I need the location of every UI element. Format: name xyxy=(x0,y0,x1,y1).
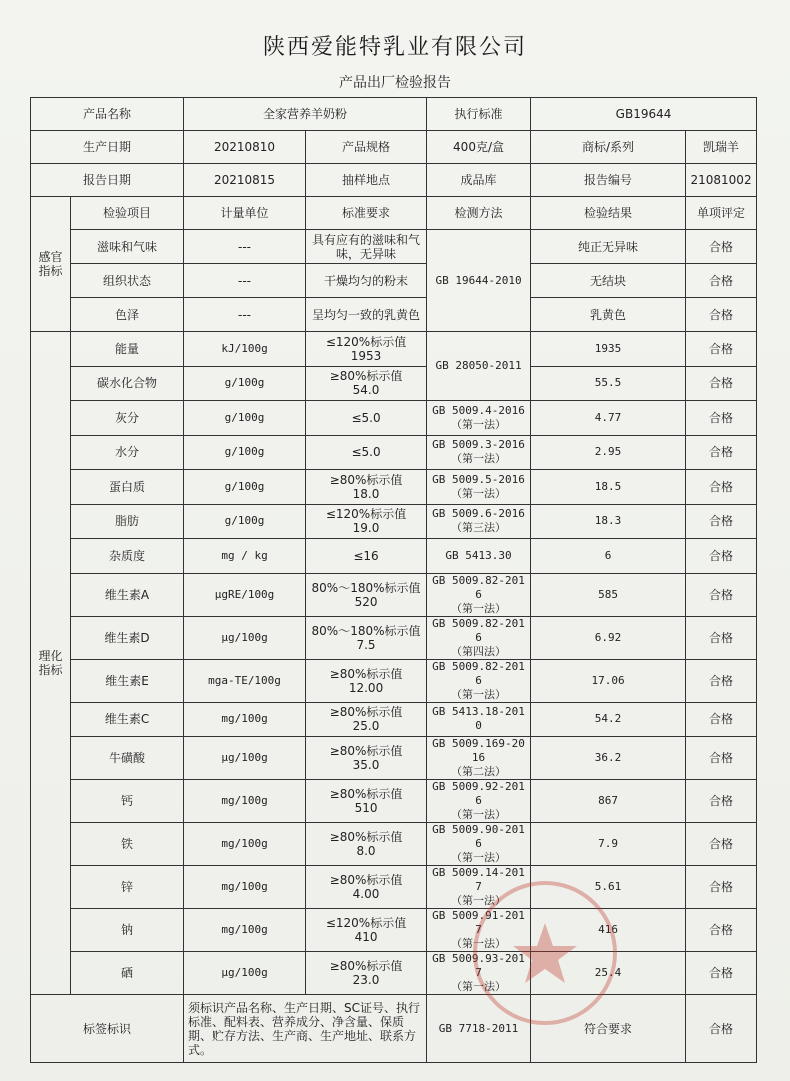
physchem-unit: mga-TE/100g xyxy=(184,659,306,702)
physchem-method xyxy=(427,616,531,659)
physchem-verdict: 合格 xyxy=(686,573,757,616)
physchem-requirement-line: 25.0 xyxy=(352,719,380,734)
physchem-requirement-line: ≥80%标示值 xyxy=(329,830,403,844)
sensory-verdict: 合格 xyxy=(686,230,757,264)
physchem-method-line: GB 5009.169-2016 xyxy=(432,737,525,764)
physchem-result: 54.2 xyxy=(531,702,686,737)
physchem-requirement-line: ≤5.0 xyxy=(351,410,381,425)
physchem-method xyxy=(427,470,531,505)
col-item: 检验项目 xyxy=(71,197,184,230)
col-result: 检验结果 xyxy=(531,197,686,230)
physchem-requirement-line: ≥80%标示值 xyxy=(329,369,403,384)
col-unit: 计量单位 xyxy=(184,197,306,230)
physchem-unit: mg/100g xyxy=(184,866,306,909)
physchem-requirement-line: ≤120%标示值 xyxy=(325,507,407,522)
sensory-unit: --- xyxy=(184,230,306,264)
physchem-result: 585 xyxy=(531,573,686,616)
physchem-unit: g/100g xyxy=(184,470,306,505)
physchem-method xyxy=(427,702,531,737)
label-row xyxy=(31,995,757,1063)
physchem-method xyxy=(427,952,531,995)
physchem-requirement xyxy=(306,737,427,780)
physchem-requirement-line: ≥80%标示值 xyxy=(329,873,403,887)
physchem-requirement xyxy=(306,823,427,866)
physchem-method xyxy=(427,435,531,470)
physchem-method-line: （第二法） xyxy=(451,765,507,778)
physchem-requirement xyxy=(306,702,427,737)
physchem-requirement xyxy=(306,952,427,995)
physchem-unit: g/100g xyxy=(184,366,306,401)
physchem-unit: μg/100g xyxy=(184,952,306,995)
physchem-verdict: 合格 xyxy=(686,780,757,823)
physchem-result: 5.61 xyxy=(531,866,686,909)
company-name: 陕西爱能特乳业有限公司 xyxy=(262,35,527,60)
physchem-method: GB 28050-2011 xyxy=(427,332,531,401)
physchem-result: 17.06 xyxy=(531,659,686,702)
physchem-unit: mg / kg xyxy=(184,539,306,574)
physchem-method-line: GB 5413.18-2010 xyxy=(432,705,525,733)
physchem-row xyxy=(31,573,757,616)
physchem-verdict: 合格 xyxy=(686,616,757,659)
production-date-value: 20210810 xyxy=(184,131,306,164)
report-no-value: 21081002 xyxy=(686,164,757,197)
physchem-result: 18.3 xyxy=(531,504,686,539)
brand-value: 凯瑞羊 xyxy=(686,131,757,164)
physchem-verdict: 合格 xyxy=(686,366,757,401)
physchem-group-label: 理化指标 xyxy=(31,332,71,995)
physchem-requirement-line: ≥80%标示值 xyxy=(329,959,403,973)
physchem-method-line: GB 5009.90-2016 xyxy=(432,823,525,850)
label-result: 符合要求 xyxy=(531,995,686,1063)
physchem-row xyxy=(31,952,757,995)
physchem-method-line: GB 5009.93-2017 xyxy=(432,952,525,979)
physchem-method-line: （第一法） xyxy=(451,601,507,615)
physchem-requirement-line: ≥80%标示值 xyxy=(329,787,403,801)
physchem-row xyxy=(31,823,757,866)
physchem-method-line: GB 5009.6-2016 xyxy=(432,507,525,521)
physchem-method xyxy=(427,659,531,702)
physchem-unit: μg/100g xyxy=(184,616,306,659)
physchem-requirement-line: ≥80%标示值 xyxy=(329,666,403,681)
physchem-row xyxy=(31,866,757,909)
physchem-verdict: 合格 xyxy=(686,435,757,470)
physchem-requirement-line: 1953 xyxy=(350,348,382,363)
label-method: GB 7718-2011 xyxy=(427,995,531,1063)
physchem-verdict: 合格 xyxy=(686,504,757,539)
physchem-method-line: （第一法） xyxy=(451,980,507,993)
physchem-verdict: 合格 xyxy=(686,470,757,505)
physchem-requirement-line: 4.00 xyxy=(352,887,380,901)
physchem-requirement-line: 80%～180%标示值 xyxy=(311,580,421,595)
sensory-result: 乳黄色 xyxy=(531,298,686,332)
physchem-verdict: 合格 xyxy=(686,823,757,866)
physchem-requirement-line: ≤120%标示值 xyxy=(325,916,407,930)
physchem-method xyxy=(427,401,531,436)
physchem-requirement-line: ≥80%标示值 xyxy=(329,744,403,758)
sensory-requirement: 干燥均匀的粉末 xyxy=(306,264,427,298)
sensory-item: 色泽 xyxy=(71,298,184,332)
brand-label: 商标/系列 xyxy=(531,131,686,164)
physchem-unit: mg/100g xyxy=(184,780,306,823)
physchem-method-line: GB 5009.82-2016 xyxy=(432,573,525,601)
physchem-method xyxy=(427,737,531,780)
physchem-method-line: （第四法） xyxy=(451,644,507,658)
physchem-row xyxy=(31,366,757,401)
physchem-verdict: 合格 xyxy=(686,401,757,436)
physchem-row xyxy=(31,435,757,470)
physchem-result: 2.95 xyxy=(531,435,686,470)
physchem-row xyxy=(31,780,757,823)
physchem-method-line: GB 5413.30 xyxy=(445,548,512,562)
physchem-requirement xyxy=(306,401,427,436)
sensory-item: 组织状态 xyxy=(71,264,184,298)
sensory-group-label: 感官指标 xyxy=(31,197,71,332)
physchem-row xyxy=(31,470,757,505)
physchem-method-line: GB 5009.4-2016 xyxy=(432,403,525,417)
physchem-method xyxy=(427,866,531,909)
physchem-requirement-line: 8.0 xyxy=(356,844,376,858)
physchem-requirement xyxy=(306,332,427,367)
physchem-unit: g/100g xyxy=(184,504,306,539)
physchem-unit: mg/100g xyxy=(184,702,306,737)
physchem-result: 6.92 xyxy=(531,616,686,659)
physchem-method-line: （第一法） xyxy=(451,687,507,701)
physchem-item: 硒 xyxy=(71,952,184,995)
col-method: 检测方法 xyxy=(427,197,531,230)
physchem-requirement xyxy=(306,909,427,952)
physchem-method xyxy=(427,504,531,539)
sensory-requirement: 具有应有的滋味和气味，无异味 xyxy=(306,230,427,264)
physchem-item: 铁 xyxy=(71,823,184,866)
physchem-unit: kJ/100g xyxy=(184,332,306,367)
physchem-requirement-line: ≤120%标示值 xyxy=(325,334,407,349)
physchem-method-line: （第一法） xyxy=(451,937,507,950)
physchem-verdict: 合格 xyxy=(686,332,757,367)
physchem-method-line: （第一法） xyxy=(451,808,507,821)
physchem-verdict: 合格 xyxy=(686,659,757,702)
physchem-result: 36.2 xyxy=(531,737,686,780)
physchem-verdict: 合格 xyxy=(686,737,757,780)
physchem-requirement-line: 23.0 xyxy=(352,973,380,987)
physchem-item: 牛磺酸 xyxy=(71,737,184,780)
physchem-method-line: GB 5009.82-2016 xyxy=(432,659,525,687)
physchem-row xyxy=(31,909,757,952)
physchem-requirement xyxy=(306,659,427,702)
physchem-item: 水分 xyxy=(71,435,184,470)
physchem-result: 416 xyxy=(531,909,686,952)
physchem-requirement xyxy=(306,435,427,470)
physchem-result: 55.5 xyxy=(531,366,686,401)
sensory-row xyxy=(31,264,757,298)
physchem-result: 867 xyxy=(531,780,686,823)
sensory-requirement: 呈均匀一致的乳黄色 xyxy=(306,298,427,332)
physchem-item: 能量 xyxy=(71,332,184,367)
inspection-table xyxy=(30,97,757,1063)
report-date-label: 报告日期 xyxy=(31,164,184,197)
sensory-row xyxy=(31,298,757,332)
sampling-label: 抽样地点 xyxy=(306,164,427,197)
physchem-verdict: 合格 xyxy=(686,909,757,952)
physchem-verdict: 合格 xyxy=(686,702,757,737)
physchem-requirement-line: 54.0 xyxy=(352,383,380,398)
product-name-value: 全家营养羊奶粉 xyxy=(184,98,427,131)
physchem-item: 维生素C xyxy=(71,702,184,737)
col-verdict: 单项评定 xyxy=(686,197,757,230)
info-row-1 xyxy=(31,98,757,131)
label-verdict: 合格 xyxy=(686,995,757,1063)
spec-value: 400克/盒 xyxy=(427,131,531,164)
physchem-method-line: （第一法） xyxy=(451,417,507,431)
physchem-unit: μgRE/100g xyxy=(184,573,306,616)
physchem-item: 维生素D xyxy=(71,616,184,659)
physchem-row xyxy=(31,539,757,574)
col-requirement: 标准要求 xyxy=(306,197,427,230)
physchem-requirement xyxy=(306,866,427,909)
sensory-result: 无结块 xyxy=(531,264,686,298)
physchem-requirement-line: 510 xyxy=(354,801,378,815)
physchem-item: 蛋白质 xyxy=(71,470,184,505)
report-no-label: 报告编号 xyxy=(531,164,686,197)
physchem-requirement xyxy=(306,539,427,574)
physchem-method-line: GB 5009.91-2017 xyxy=(432,909,525,936)
physchem-requirement-line: 35.0 xyxy=(352,758,380,772)
physchem-row xyxy=(31,616,757,659)
physchem-verdict: 合格 xyxy=(686,539,757,574)
physchem-result: 1935 xyxy=(531,332,686,367)
physchem-requirement xyxy=(306,504,427,539)
label-requirement: 须标识产品名称、生产日期、SC证号、执行标准、配料表、营养成分、净含量、保质期、贮存方法、生产商、生产地址、联系方式。 xyxy=(184,995,427,1063)
physchem-unit: mg/100g xyxy=(184,909,306,952)
report-date-value: 20210815 xyxy=(184,164,306,197)
physchem-method-line: （第一法） xyxy=(451,486,507,500)
physchem-item: 碳水化合物 xyxy=(71,366,184,401)
sensory-unit: --- xyxy=(184,298,306,332)
sensory-item: 滋味和气味 xyxy=(71,230,184,264)
label-item: 标签标识 xyxy=(31,995,184,1063)
physchem-requirement-line: ≤5.0 xyxy=(351,445,381,460)
info-row-2 xyxy=(31,131,757,164)
physchem-row xyxy=(31,332,757,367)
sensory-verdict: 合格 xyxy=(686,298,757,332)
physchem-item: 维生素E xyxy=(71,659,184,702)
physchem-result: 7.9 xyxy=(531,823,686,866)
physchem-method-line: （第三法） xyxy=(451,521,507,535)
sampling-value: 成品库 xyxy=(427,164,531,197)
physchem-method-line: GB 5009.82-2016 xyxy=(432,616,525,644)
physchem-unit: g/100g xyxy=(184,401,306,436)
physchem-row xyxy=(31,401,757,436)
physchem-requirement-line: 410 xyxy=(354,930,378,944)
physchem-requirement-line: ≥80%标示值 xyxy=(329,705,403,720)
physchem-requirement xyxy=(306,366,427,401)
physchem-method xyxy=(427,823,531,866)
physchem-requirement xyxy=(306,573,427,616)
physchem-unit: μg/100g xyxy=(184,737,306,780)
physchem-requirement-line: 12.00 xyxy=(348,680,384,695)
physchem-item: 钙 xyxy=(71,780,184,823)
physchem-result: 4.77 xyxy=(531,401,686,436)
physchem-row xyxy=(31,702,757,737)
sensory-unit: --- xyxy=(184,264,306,298)
physchem-item: 锌 xyxy=(71,866,184,909)
physchem-unit: mg/100g xyxy=(184,823,306,866)
physchem-result: 6 xyxy=(531,539,686,574)
physchem-row xyxy=(31,737,757,780)
physchem-requirement-line: 80%～180%标示值 xyxy=(311,623,421,638)
physchem-requirement-line: 18.0 xyxy=(352,486,380,501)
physchem-method-line: （第一法） xyxy=(451,851,507,864)
physchem-requirement xyxy=(306,780,427,823)
sensory-method: GB 19644-2010 xyxy=(427,230,531,332)
product-name-label: 产品名称 xyxy=(31,98,184,131)
physchem-result: 25.4 xyxy=(531,952,686,995)
physchem-item: 杂质度 xyxy=(71,539,184,574)
physchem-row xyxy=(31,659,757,702)
report-title: 产品出厂检验报告 xyxy=(339,75,451,91)
physchem-requirement xyxy=(306,470,427,505)
physchem-method-line: GB 5009.92-2016 xyxy=(432,780,525,807)
physchem-method-line: GB 5009.5-2016 xyxy=(432,472,525,486)
physchem-method-line: GB 5009.14-2017 xyxy=(432,866,525,893)
sensory-verdict: 合格 xyxy=(686,264,757,298)
physchem-method-line: GB 5009.3-2016 xyxy=(432,438,525,452)
physchem-requirement xyxy=(306,616,427,659)
physchem-method-line: （第一法） xyxy=(451,894,507,907)
physchem-requirement-line: ≥80%标示值 xyxy=(329,472,403,487)
physchem-row xyxy=(31,504,757,539)
physchem-item: 灰分 xyxy=(71,401,184,436)
sensory-result: 纯正无异味 xyxy=(531,230,686,264)
physchem-item: 钠 xyxy=(71,909,184,952)
spec-label: 产品规格 xyxy=(306,131,427,164)
standard-value: GB19644 xyxy=(531,98,757,131)
physchem-verdict: 合格 xyxy=(686,952,757,995)
physchem-item: 维生素A xyxy=(71,573,184,616)
production-date-label: 生产日期 xyxy=(31,131,184,164)
physchem-verdict: 合格 xyxy=(686,866,757,909)
physchem-method xyxy=(427,909,531,952)
physchem-method xyxy=(427,780,531,823)
column-header-row xyxy=(31,197,757,230)
physchem-unit: g/100g xyxy=(184,435,306,470)
physchem-item: 脂肪 xyxy=(71,504,184,539)
physchem-method xyxy=(427,539,531,574)
physchem-requirement-line: ≤16 xyxy=(353,548,379,563)
standard-label: 执行标准 xyxy=(427,98,531,131)
sensory-row xyxy=(31,230,757,264)
physchem-requirement-line: 7.5 xyxy=(356,637,376,652)
physchem-method xyxy=(427,573,531,616)
physchem-requirement-line: 520 xyxy=(354,594,378,609)
info-row-3 xyxy=(31,164,757,197)
physchem-result: 18.5 xyxy=(531,470,686,505)
physchem-method-line: （第一法） xyxy=(451,452,507,466)
physchem-requirement-line: 19.0 xyxy=(352,521,380,536)
